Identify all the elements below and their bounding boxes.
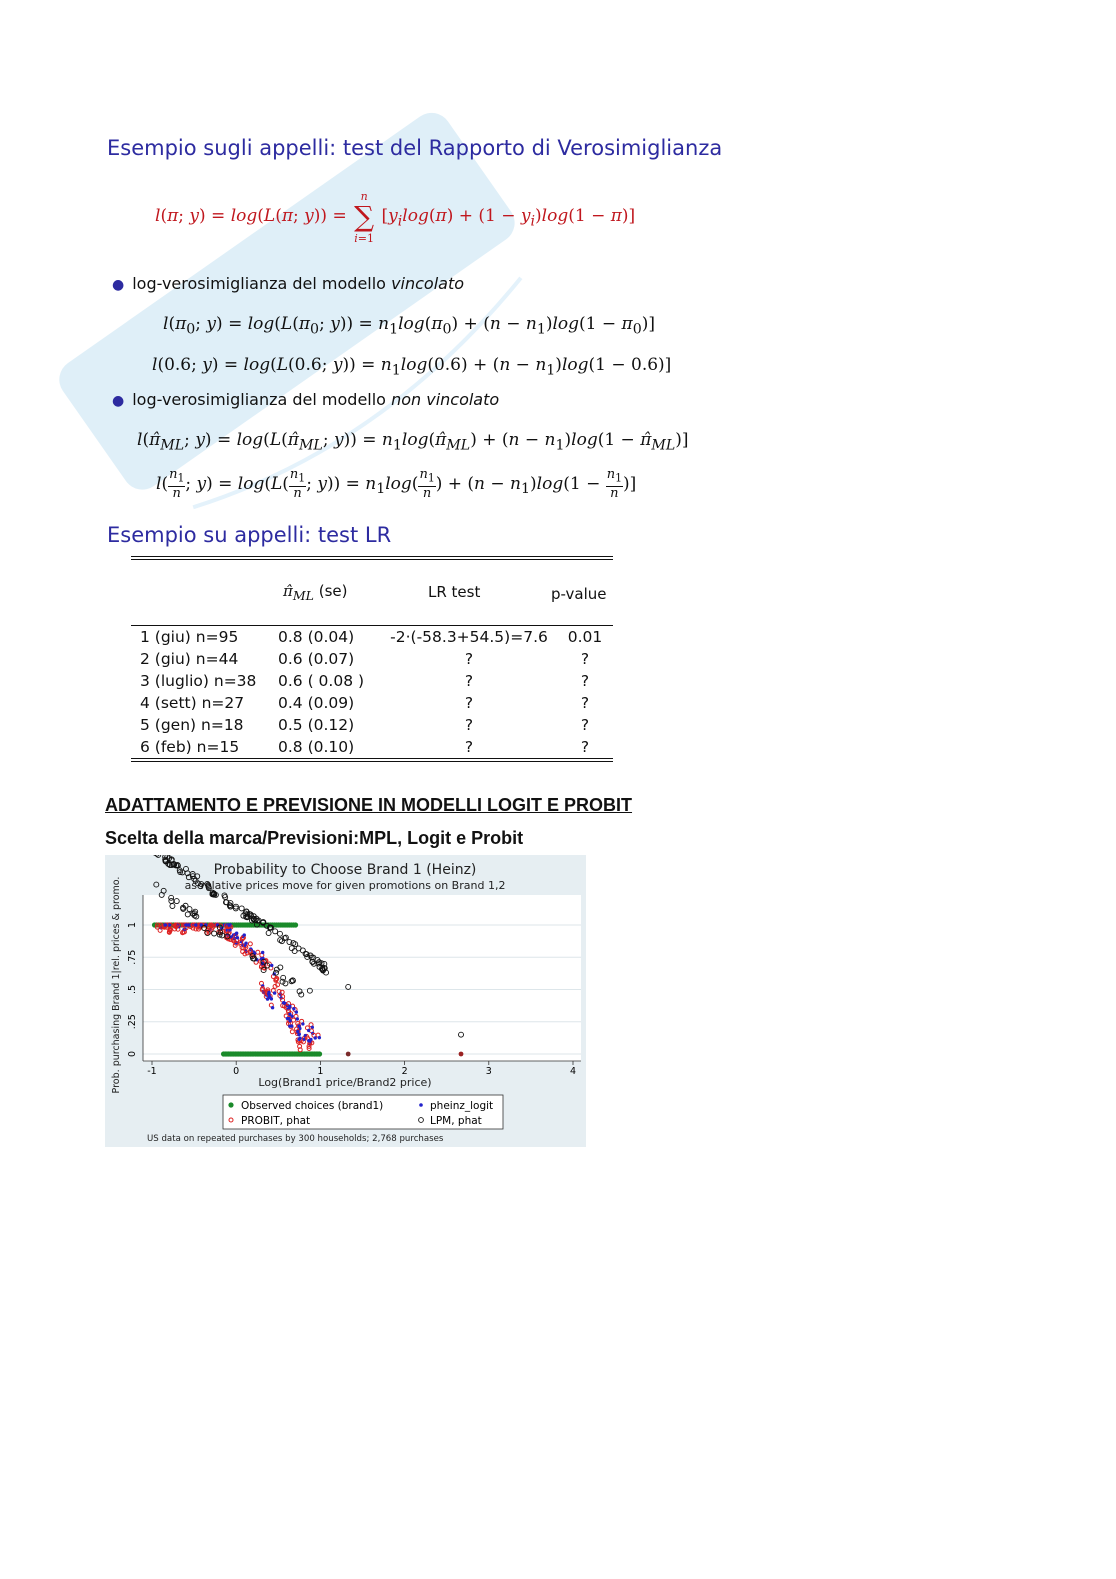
table-cell: 5 (gen) n=18 — [140, 716, 244, 734]
observed-choice-point — [459, 1052, 464, 1057]
table-cell: 6 (feb) n=15 — [140, 738, 240, 756]
y-tick-label: 1 — [127, 921, 138, 929]
plot-area — [143, 895, 581, 1061]
table-cell: 3 (luglio) n=38 — [140, 672, 257, 690]
table-row — [140, 648, 610, 670]
logit-fitted-point — [314, 1036, 317, 1039]
table-cell: ? — [464, 672, 474, 690]
chart-title: Probability to Choose Brand 1 (Heinz) — [213, 862, 477, 878]
table-cell: 0.6 ( 0.08 ) — [278, 672, 365, 690]
x-axis-label: Log(Brand1 price/Brand2 price) — [258, 1076, 432, 1089]
x-tick-label: 2 — [401, 1066, 408, 1077]
logit-fitted-point — [271, 1006, 274, 1009]
table-cell: ? — [580, 738, 590, 756]
lr-results-table — [140, 626, 610, 758]
y-tick-label: .5 — [127, 984, 138, 995]
logit-fitted-point — [307, 1039, 310, 1042]
legend-label-logit: pheinz_logit — [430, 1100, 494, 1112]
chart-subtitle: as relative prices move for given promotions on Brand 1,2 — [184, 879, 506, 892]
logit-fitted-point — [295, 1010, 298, 1013]
x-tick-label: 4 — [569, 1066, 577, 1077]
chart-footnote: US data on repeated purchases by 300 households; 2,768 purchases — [147, 1134, 444, 1144]
restricted-formula-1: $l(\pi_0$; $y) = \log(L(\pi_0$; $y)) = n_1\log(\pi_0) + (n - n_1)\log(1 - \pi_0)$] — [163, 314, 655, 338]
table-cell: 0.5 (0.12) — [278, 716, 355, 734]
table-row — [140, 714, 610, 736]
table-cell: 0.6 (0.07) — [278, 650, 355, 668]
table-cell: ? — [464, 650, 474, 668]
restricted-formula-2: l(0.6; y) = log(L(0.6; $y)) = n_1\log(0.6) + (n - n_1)\log(1 - 0.6)$] — [152, 355, 672, 379]
table-cell: 1 (giu) n=95 — [140, 628, 239, 646]
legend-label-observed: Observed choices (brand1) — [241, 1100, 384, 1112]
table-row — [140, 736, 610, 758]
bullet-restricted: ● log-verosimiglianza del modello vincolato — [112, 274, 465, 293]
header-pi-ml: $\pî_{ML}$ (se) — [283, 582, 348, 603]
logit-fitted-point — [307, 1029, 310, 1032]
table-row — [140, 692, 610, 714]
logit-fitted-point — [267, 991, 270, 994]
table-cell: ? — [464, 694, 474, 712]
observed-choice-point — [346, 1052, 351, 1057]
logit-fitted-point — [185, 923, 188, 926]
logit-fitted-point — [282, 1001, 285, 1004]
table-cell: 0.01 — [567, 628, 603, 646]
observed-choice-point — [317, 1051, 322, 1056]
table-cell: 0.8 (0.04) — [278, 628, 355, 646]
table-row — [140, 670, 610, 692]
logit-fitted-point — [288, 1005, 291, 1008]
logit-fitted-point — [261, 951, 264, 954]
logit-fitted-point — [288, 1013, 291, 1016]
table-cell: ? — [464, 738, 474, 756]
bullet-unrestricted: ● log-verosimiglianza del modello non vincolato — [112, 390, 500, 409]
table-cell: 2 (giu) n=44 — [140, 650, 239, 668]
x-tick-label: -1 — [147, 1066, 157, 1077]
x-tick-label: 0 — [233, 1066, 240, 1077]
logit-fitted-point — [194, 923, 197, 926]
y-tick-label: .25 — [127, 1014, 138, 1030]
bullet-icon: ● — [112, 393, 125, 409]
table-cell: 0.4 (0.09) — [278, 694, 355, 712]
logit-fitted-point — [164, 923, 167, 926]
section-subheading: Scelta della marca/Previsioni:MPL, Logit e Probit — [105, 828, 524, 848]
logit-fitted-point — [235, 931, 238, 934]
logit-fitted-point — [296, 1030, 299, 1033]
section-heading: ADATTAMENTO E PREVISIONE IN MODELLI LOGIT E PROBIT — [105, 795, 633, 815]
legend-marker-observed — [228, 1102, 233, 1107]
logit-fitted-point — [286, 1017, 289, 1020]
unrestricted-formula-1: $l(\pî_{ML}$; $y) = \log(L(\pî_{ML}$; $y)) = n_1\log(\pî_{ML}) + (n - n_1)\log(1$ − $\pî_{ML}$)] — [137, 430, 689, 454]
x-tick-label: 1 — [317, 1066, 324, 1077]
logit-fitted-point — [297, 1038, 300, 1041]
table-cell: ? — [580, 716, 590, 734]
x-tick-label: 3 — [485, 1066, 492, 1077]
table-row — [140, 626, 610, 648]
logit-fitted-point — [296, 1017, 299, 1020]
table-cell: 0.8 (0.10) — [278, 738, 355, 756]
table-cell: -2·(-58.3+54.5)=7.6 — [390, 628, 548, 646]
table-cell: 4 (sett) n=27 — [140, 694, 245, 712]
unrestricted-formula-2: l( $\frac{n_1}{n}$ ; y) = log(L( $\frac{n_1}{n}$ ; $y)) = n_1\log$( $\frac{n_1}{n}$ ) + $(n - n_1)\log(1$ − $\frac{n_1}{n}$ )] — [156, 467, 637, 501]
y-tick-label: .75 — [127, 949, 138, 965]
logit-fitted-point — [243, 933, 246, 936]
logit-fitted-point — [297, 1024, 300, 1027]
slide-title-lr-test: Esempio sugli appelli: test del Rapporto di Verosimiglianza — [107, 136, 723, 160]
logit-fitted-point — [301, 1022, 304, 1025]
legend-label-lpm: LPM, phat — [430, 1115, 482, 1127]
table-cell: ? — [580, 650, 590, 668]
legend-marker-logit — [419, 1103, 423, 1107]
y-axis-label: Prob. purchasing Brand 1|rel. prices & promo. — [111, 876, 122, 1094]
table-top-rule — [131, 556, 613, 560]
logit-fitted-point — [288, 1019, 291, 1022]
logit-fitted-point — [273, 991, 276, 994]
logit-fitted-point — [288, 1024, 291, 1027]
logit-fitted-point — [318, 1036, 321, 1039]
logit-fitted-point — [244, 941, 247, 944]
logit-fitted-point — [227, 923, 230, 926]
table-cell: ? — [464, 716, 474, 734]
logit-fitted-point — [297, 1033, 300, 1036]
header-lr-test: LR test — [428, 583, 481, 601]
brand-choice-chart — [105, 855, 586, 1147]
table-cell: ? — [580, 672, 590, 690]
bullet-icon: ● — [112, 277, 125, 293]
table-bottom-rule — [131, 758, 613, 762]
logit-fitted-point — [270, 964, 273, 967]
logit-fitted-point — [292, 1007, 295, 1010]
y-tick-label: 0 — [127, 1050, 138, 1058]
slide-title-lr-table: Esempio su appelli: test LR — [107, 523, 392, 547]
observed-choice-point — [293, 922, 298, 927]
loglik-formula: l(π; y) = log(L(π; y)) = ∑ n i=1 $[y_i\log(\pi) + (1 - y_i)\log(1 - \pi)]$ — [155, 190, 636, 245]
header-p-value: p-value — [551, 585, 607, 603]
legend-label-probit: PROBIT, phat — [241, 1115, 311, 1127]
table-cell: ? — [580, 694, 590, 712]
